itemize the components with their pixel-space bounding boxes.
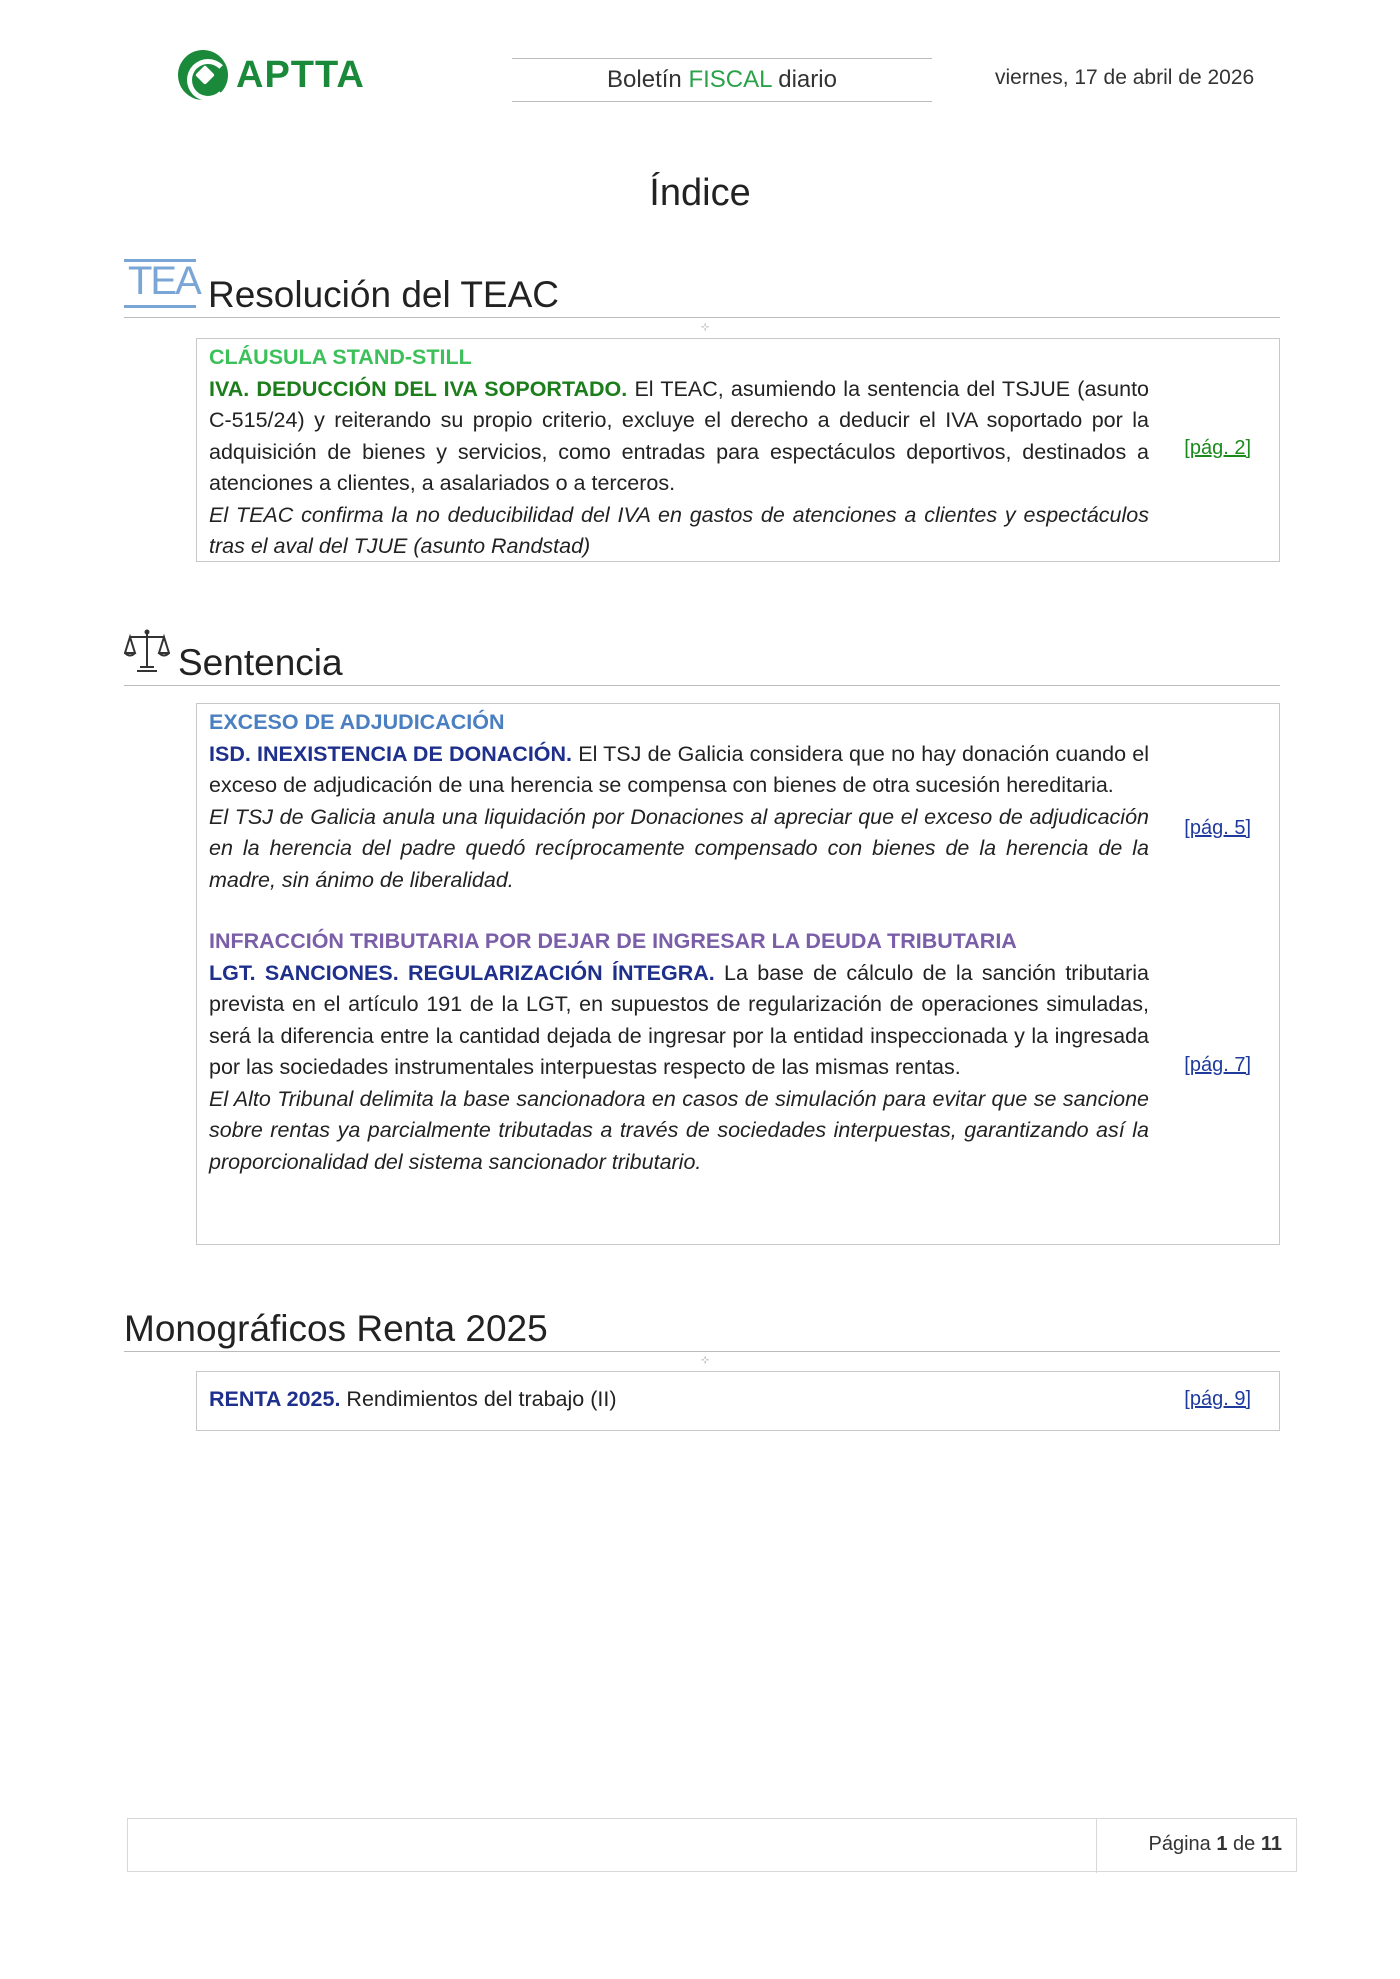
entry-subject[interactable]: ISD. INEXISTENCIA DE DONACIÓN. <box>209 741 573 766</box>
list-item <box>197 926 1279 1178</box>
entry-text <box>209 958 1149 1084</box>
bulletin-title-fiscal: FISCAL <box>688 66 772 93</box>
list-item <box>197 339 1279 563</box>
entry-subject[interactable]: RENTA 2025. <box>209 1387 341 1411</box>
page-footer <box>127 1818 1297 1872</box>
entry-body: El TEAC, asumiendo la sentencia del TSJUE (asunto C-515/24) y reiterando su propio criterio, excluye el derecho a deducir el IVA soportado por la adquisición de bienes y servicios, como entradas para espectáculos deportivos, destinados a atenciones a clientes, a asalariados o a terceros. <box>209 376 1149 495</box>
page-link[interactable]: [pág. 7] <box>1184 1054 1251 1076</box>
entry-category: CLÁUSULA STAND-STILL <box>209 345 472 369</box>
anchor-marker-icon: ⊹ <box>701 322 710 333</box>
page-total: 11 <box>1260 1833 1282 1855</box>
entry-body: Rendimientos del trabajo (II) <box>340 1387 617 1411</box>
entry-subject[interactable]: LGT. SANCIONES. REGULARIZACIÓN ÍNTEGRA. <box>209 960 715 985</box>
section-heading-monograficos <box>124 1290 1280 1352</box>
anchor-marker-icon: ⊹ <box>701 1355 710 1366</box>
footer-divider <box>1096 1819 1097 1873</box>
aptta-logo[interactable] <box>178 50 365 100</box>
bulletin-title <box>512 58 932 102</box>
tea-icon-bottom-line <box>124 305 196 308</box>
entry-body: El TSJ de Galicia considera que no hay donación cuando el exceso de adjudicación de una herencia se compensa con bienes de otra sucesión hereditaria. <box>209 741 1149 797</box>
page-link[interactable]: [pág. 9] <box>1184 1388 1251 1410</box>
entry-text <box>209 1384 1149 1416</box>
entry-text <box>209 739 1149 802</box>
entry-category: EXCESO DE ADJUDICACIÓN <box>209 710 505 734</box>
bulletin-date: viernes, 17 de abril de 2026 <box>995 66 1255 89</box>
page-link[interactable]: [pág. 5] <box>1184 817 1251 839</box>
tea-icon-text: TEA <box>128 259 200 303</box>
entry-text <box>209 374 1149 500</box>
bulletin-title-pre: Boletín <box>607 66 689 93</box>
page-header <box>0 0 1400 130</box>
section-title-monograficos: Monográficos Renta 2025 <box>124 1307 548 1349</box>
teac-box <box>196 338 1280 562</box>
entry-summary: El Alto Tribunal delimita la base sancionadora en casos de simulación para evitar que se sancione sobre rentas ya parcialmente tributadas a través de sociedades interpuestas, garantizando así la proporcionalidad del sistema sancionador tributario. <box>209 1086 1149 1174</box>
page-number <box>1149 1833 1282 1856</box>
monograficos-box <box>196 1371 1280 1431</box>
section-title-teac: Resolución del TEAC <box>208 273 559 315</box>
section-title-sentencia: Sentencia <box>178 641 343 683</box>
section-heading-teac <box>124 246 1280 318</box>
entry-category: INFRACCIÓN TRIBUTARIA POR DEJAR DE INGRESAR LA DEUDA TRIBUTARIA <box>209 929 1017 953</box>
page-current: 1 <box>1216 1833 1228 1855</box>
entry-subject[interactable]: IVA. DEDUCCIÓN DEL IVA SOPORTADO. <box>209 376 628 401</box>
index-title: Índice <box>649 172 751 214</box>
page-link[interactable]: [pág. 2] <box>1184 437 1251 459</box>
page-prefix: Página <box>1148 1833 1217 1855</box>
list-item <box>197 704 1279 896</box>
entry-summary: El TEAC confirma la no deducibilidad del IVA en gastos de atenciones a clientes y espectáculos tras el aval del TJUE (asunto Randstad) <box>209 502 1149 558</box>
section-heading-sentencia <box>124 612 1280 686</box>
aptta-logo-icon <box>178 50 228 100</box>
list-item <box>197 1372 1279 1416</box>
sentencia-box <box>196 703 1280 1245</box>
entry-summary: El TSJ de Galicia anula una liquidación por Donaciones al apreciar que el exceso de adjudicación en la herencia del padre quedó recíprocamente compensado con bienes de la herencia de la madre, sin ánimo de liberalidad. <box>209 804 1149 892</box>
logo-text: APTTA <box>236 53 365 96</box>
page-mid: de <box>1227 1833 1261 1855</box>
bulletin-title-post: diario <box>771 66 837 93</box>
entry-body: La base de cálculo de la sanción tributaria prevista en el artículo 191 de la LGT, en supuestos de regularización de operaciones simuladas, será la diferencia entre la cantidad dejada de ingresar por la entidad inspeccionada y la ingresada por las sociedades instrumentales interpuestas respecto de las mismas rentas. <box>209 960 1149 1079</box>
tea-icon <box>124 259 200 311</box>
scales-of-justice-icon <box>124 627 170 677</box>
